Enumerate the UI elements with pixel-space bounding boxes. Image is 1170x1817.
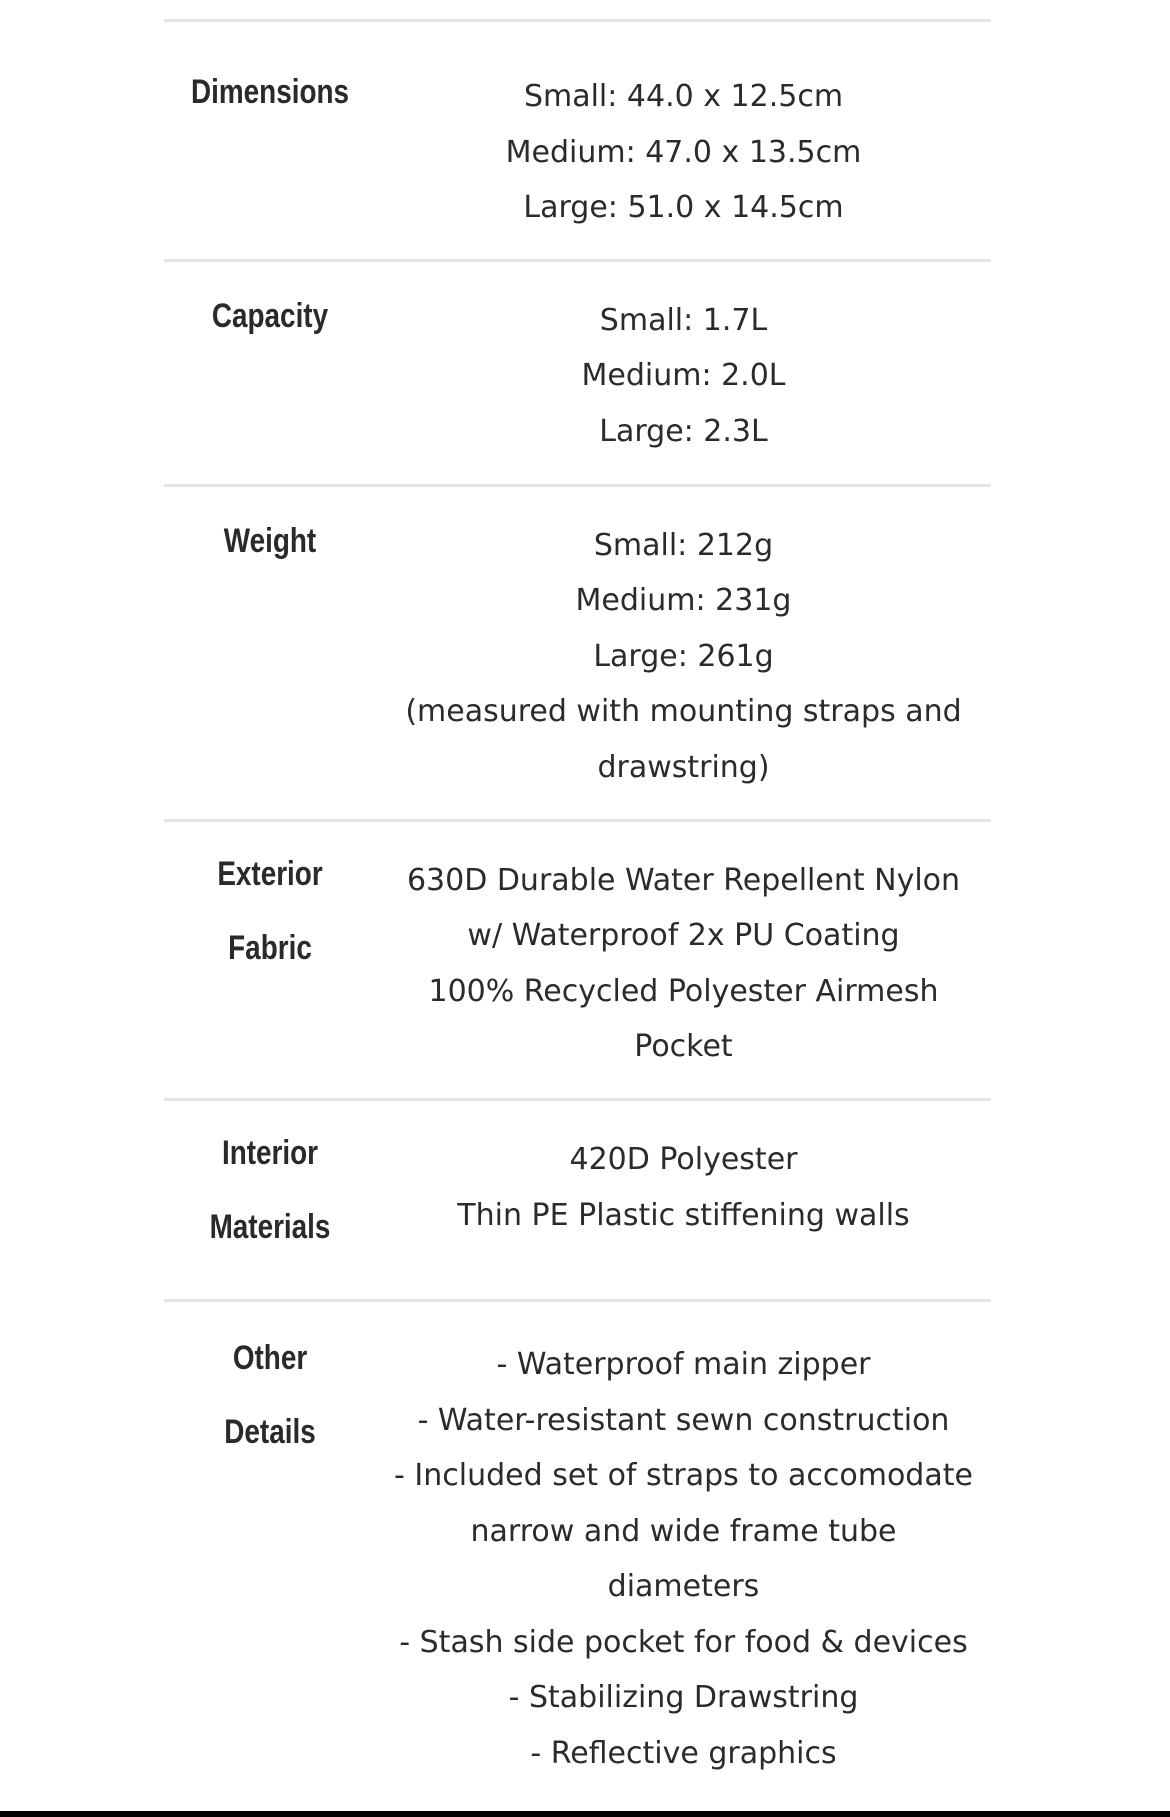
spec-value-line: - Stash side pocket for food & devices (399, 1624, 968, 1660)
spec-value-line: - Reflective graphics (530, 1736, 837, 1772)
spec-label-line: Fabric (228, 928, 312, 967)
spec-row-capacity (164, 259, 991, 484)
spec-value-line: w/ Waterproof 2x PU Coating (467, 918, 900, 954)
spec-value-line: Medium: 47.0 x 13.5cm (505, 134, 862, 170)
spec-label-line: Weight (223, 521, 317, 560)
spec-row-other-details (164, 1299, 991, 1802)
spec-values-dimensions (376, 69, 991, 236)
spec-row-exterior-fabric (164, 819, 991, 1098)
spec-value-line: 100% Recycled Polyester Airmesh (428, 973, 939, 1009)
spec-value-line: Large: 51.0 x 14.5cm (523, 190, 844, 226)
spec-label-other-details (183, 1321, 357, 1469)
spec-label-line: Details (224, 1412, 316, 1451)
spec-row-weight (164, 484, 991, 819)
spec-value-line: Small: 212g (593, 527, 774, 563)
spec-label-line: Materials (209, 1207, 331, 1246)
spec-label-line: Dimensions (190, 73, 350, 111)
spec-label-line: Capacity (211, 296, 329, 335)
spec-values-exterior-fabric (376, 853, 991, 1075)
spec-value-line: Thin PE Plastic stiffening walls (457, 1197, 910, 1233)
spec-value-line: (measured with mounting straps and (405, 694, 962, 730)
spec-value-line: Pocket (634, 1029, 733, 1065)
spec-label-line: Exterior (217, 854, 323, 893)
bottom-edge-bar (0, 1811, 1170, 1817)
spec-label-line: Interior (221, 1133, 319, 1172)
spec-label-exterior-fabric (183, 837, 357, 985)
spec-row-dimensions (164, 19, 991, 259)
spec-value-line: 420D Polyester (569, 1141, 798, 1177)
spec-value-line: 630D Durable Water Repellent Nylon (406, 862, 961, 898)
spec-label-line: Other (232, 1338, 308, 1377)
spec-value-line: - Included set of straps to accomodate (394, 1458, 973, 1494)
spec-value-line: Small: 1.7L (599, 302, 768, 338)
spec-label-capacity (183, 287, 357, 345)
spec-values-other-details (376, 1337, 991, 1782)
spec-row-interior-materials (164, 1098, 991, 1299)
spec-value-line: Large: 2.3L (599, 413, 768, 449)
spec-value-line: - Waterproof main zipper (496, 1346, 871, 1382)
spec-table (164, 0, 991, 1802)
spec-value-line: diameters (607, 1569, 760, 1605)
spec-values-weight (376, 518, 991, 796)
spec-value-line: - Stabilizing Drawstring (508, 1680, 859, 1716)
spec-label-dimensions (183, 63, 357, 121)
spec-value-line: narrow and wide frame tube (470, 1513, 897, 1549)
spec-value-line: Medium: 231g (575, 583, 792, 619)
spec-values-capacity (376, 293, 991, 460)
spec-value-line: Small: 44.0 x 12.5cm (523, 79, 844, 114)
spec-label-interior-materials (183, 1116, 357, 1264)
spec-value-line: Medium: 2.0L (581, 358, 786, 394)
spec-value-line: Large: 261g (593, 638, 774, 674)
spec-label-weight (183, 512, 357, 570)
spec-values-interior-materials (376, 1132, 991, 1243)
spec-value-line: drawstring) (597, 749, 770, 785)
spec-value-line: - Water-resistant sewn construction (417, 1402, 950, 1438)
